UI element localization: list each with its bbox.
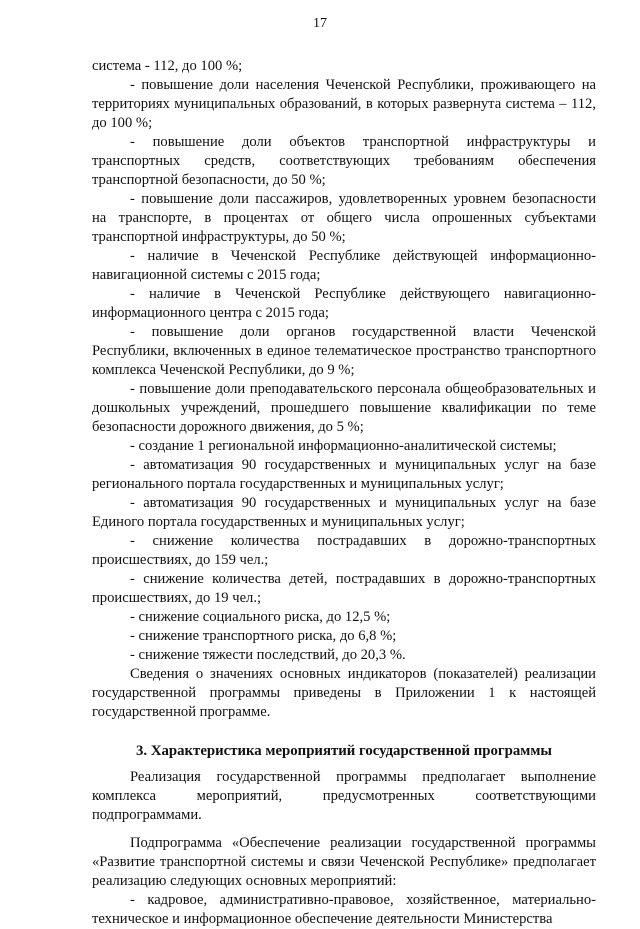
paragraph: Реализация государственной программы предполагает выполнение комплекса мероприятий, предусмотренных соответствующими подпрограммами. [92, 769, 596, 823]
list-item: - повышение доли органов государственной власти Чеченской Республики, включенных в единое телематическое пространство транспортного комплекса Чеченской Республики, до 9 %; [92, 324, 596, 378]
list-item: - наличие в Чеченской Республике действующего навигационно-информационного центра с 2015 года; [92, 286, 596, 321]
list-item: - снижение количества пострадавших в дорожно-транспортных происшествиях, до 159 чел.; [92, 533, 596, 568]
list-item: - кадровое, административно-правовое, хозяйственное, материально-техническое и информационное обеспечение деятельности Министерства [92, 892, 596, 927]
list-item: - автоматизация 90 государственных и муниципальных услуг на базе Единого портала государственных и муниципальных услуг; [92, 495, 596, 530]
page-number: 17 [313, 16, 327, 31]
list-item: - снижение тяжести последствий, до 20,3 %. [130, 647, 406, 663]
document-body [92, 57, 596, 929]
list-item: - снижение количества детей, пострадавших в дорожно-транспортных происшествиях, до 19 чел.; [92, 571, 596, 606]
list-item: - повышение доли объектов транспортной инфраструктуры и транспортных средств, соответствующих требованиям обеспечения транспортной безопасности, до 50 %; [92, 134, 596, 188]
list-item: - повышение доли преподавательского персонала общеобразовательных и дошкольных учреждений, прошедшего повышение квалификации по теме безопасности дорожного движения, до 5 %; [92, 381, 596, 435]
section-heading: 3. Характеристика мероприятий государственной программы [136, 743, 552, 759]
list-item: - наличие в Чеченской Республике действующей информационно-навигационной системы с 2015 года; [92, 248, 596, 283]
list-item: - снижение транспортного риска, до 6,8 %; [130, 628, 397, 644]
list-item: - автоматизация 90 государственных и муниципальных услуг на базе регионального портала государственных и муниципальных услуг; [92, 457, 596, 492]
list-item: - снижение социального риска, до 12,5 %; [130, 609, 391, 625]
list-item: - создание 1 региональной информационно-аналитической системы; [130, 438, 557, 454]
list-item: - повышение доли населения Чеченской Республики, проживающего на территориях муниципальных образований, в которых развернута система – 112, до 100 %; [92, 77, 596, 131]
paragraph: Сведения о значениях основных индикаторов (показателей) реализации государственной программы приведены в Приложении 1 к настоящей государственной программе. [92, 666, 596, 720]
paragraph: система - 112, до 100 %; [92, 58, 243, 74]
list-item: - повышение доли пассажиров, удовлетворенных уровнем безопасности на транспорте, в процентах от общего числа опрошенных субъектами транспортной инфраструктуры, до 50 %; [92, 191, 596, 245]
paragraph: Подпрограмма «Обеспечение реализации государственной программы «Развитие транспортной системы и связи Чеченской Республике» предполагает реализацию следующих основных мероприятий: [92, 835, 596, 889]
